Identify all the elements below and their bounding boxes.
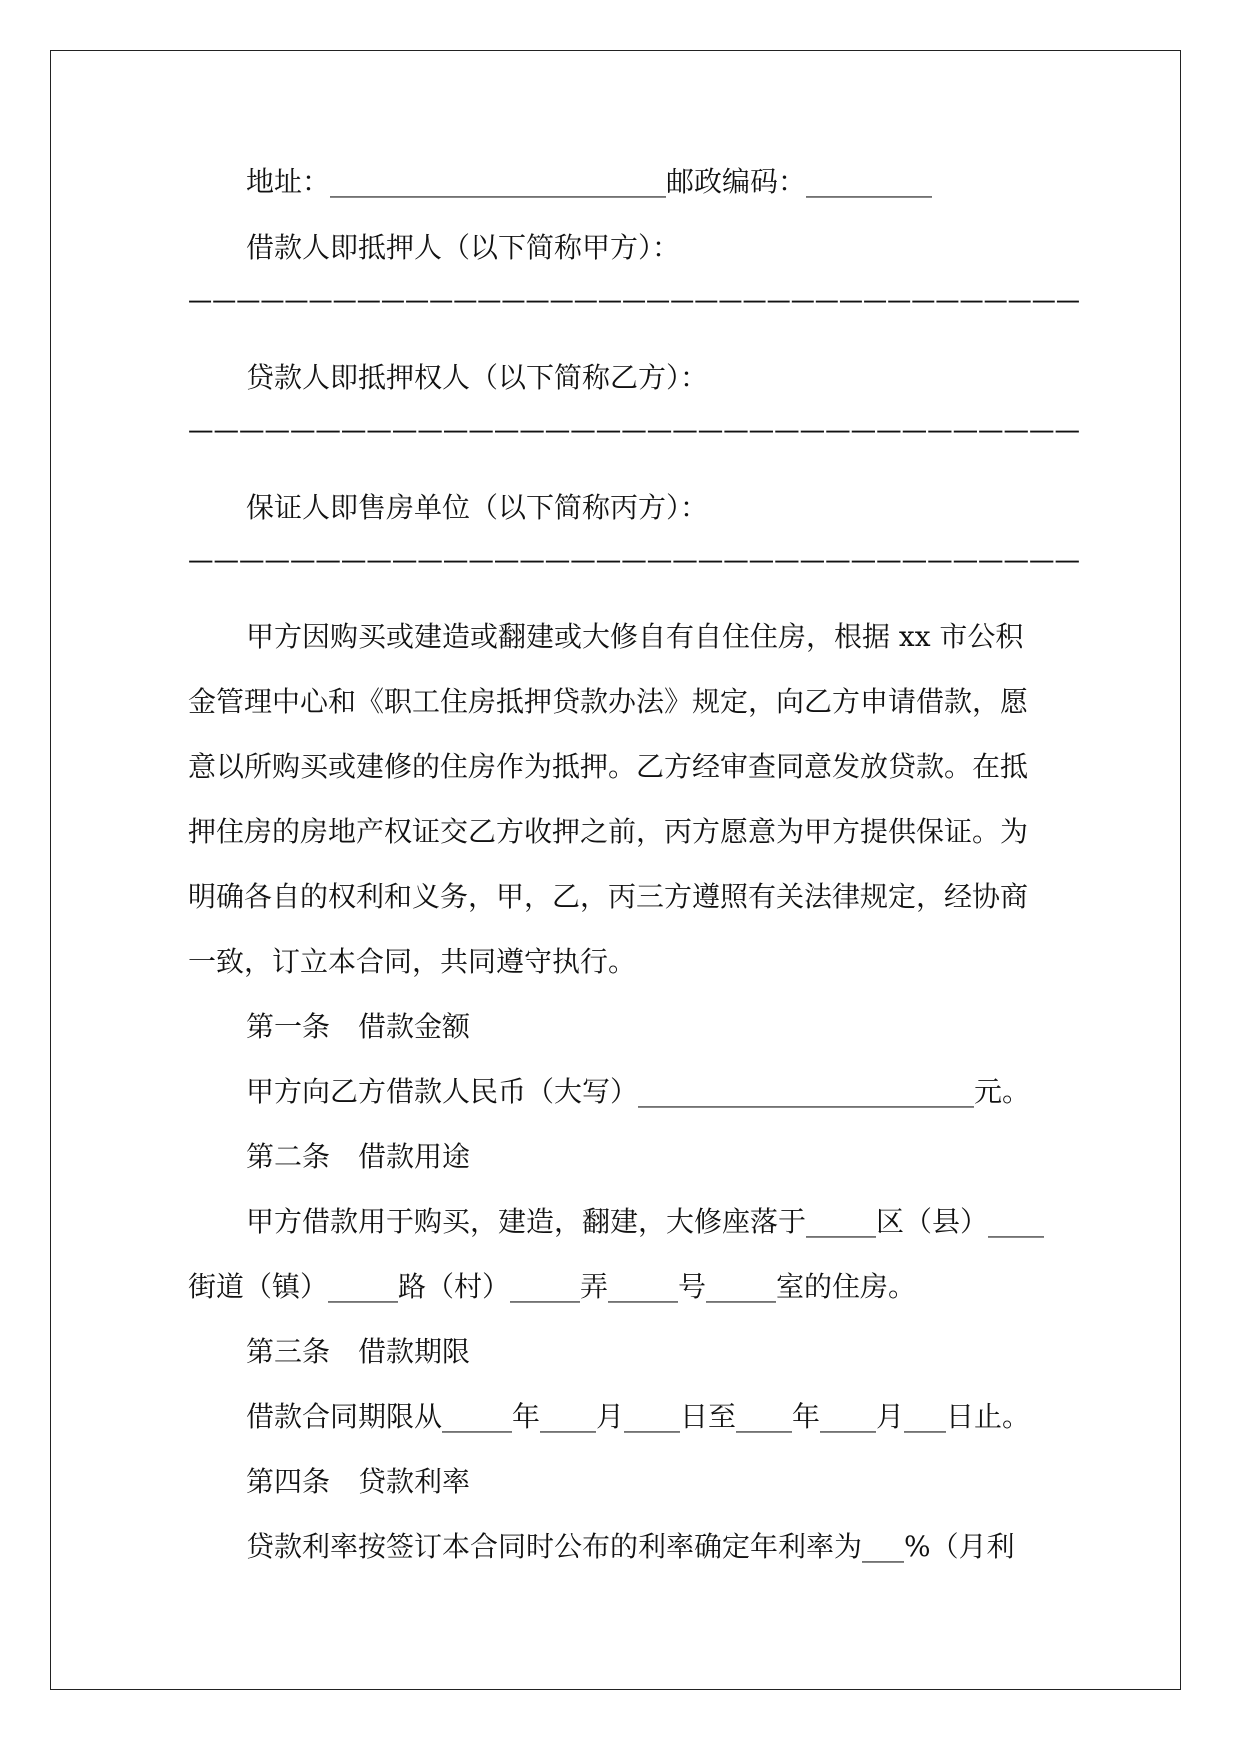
lender-blank: ——————————————————————————————————— [188,413,1080,446]
address-postcode-line: 地址：________________________邮政编码：_________ [246,165,933,198]
article-1-body: 甲方向乙方借款人民币（大写）________________________元。 [246,1075,1031,1108]
lender-label: 贷款人即抵押权人（以下简称乙方）： [246,361,709,394]
guarantor-blank: ——————————————————————————————————— [188,543,1080,576]
article-4-heading: 第四条 贷款利率 [246,1465,471,1498]
preamble-line-6: 一致，订立本合同，共同遵守执行。 [188,945,637,978]
article-4-body: 贷款利率按签订本合同时公布的利率确定年利率为___%（月利 [246,1530,1015,1563]
preamble-line-3: 意以所购买或建修的住房作为抵押。乙方经审查同意发放贷款。在抵 [188,750,1029,783]
preamble-line-5: 明确各自的权利和义务，甲，乙，丙三方遵照有关法律规定，经协商 [188,880,1029,913]
preamble-line-2: 金管理中心和《职工住房抵押贷款办法》规定，向乙方申请借款，愿 [188,685,1029,718]
article-2-body-line-1: 甲方借款用于购买，建造，翻建，大修座落于_____区（县）____ [246,1205,1045,1238]
article-1-heading: 第一条 借款金额 [246,1010,471,1043]
borrower-label: 借款人即抵押人（以下简称甲方）： [246,231,681,264]
preamble-line-4: 押住房的房地产权证交乙方收押之前，丙方愿意为甲方提供保证。为 [188,815,1029,848]
guarantor-label: 保证人即售房单位（以下简称丙方）： [246,491,709,524]
article-2-body-line-2: 街道（镇）_____路（村）_____弄_____号_____室的住房。 [188,1270,917,1303]
article-2-heading: 第二条 借款用途 [246,1140,471,1173]
preamble-line-1: 甲方因购买或建造或翻建或大修自有自住住房，根据 xx 市公积 [246,620,1024,653]
article-3-body: 借款合同期限从_____年____月____日至____年____月___日止。 [246,1400,1031,1433]
borrower-blank: ————————————————————————————————————— [188,283,1080,316]
article-3-heading: 第三条 借款期限 [246,1335,471,1368]
